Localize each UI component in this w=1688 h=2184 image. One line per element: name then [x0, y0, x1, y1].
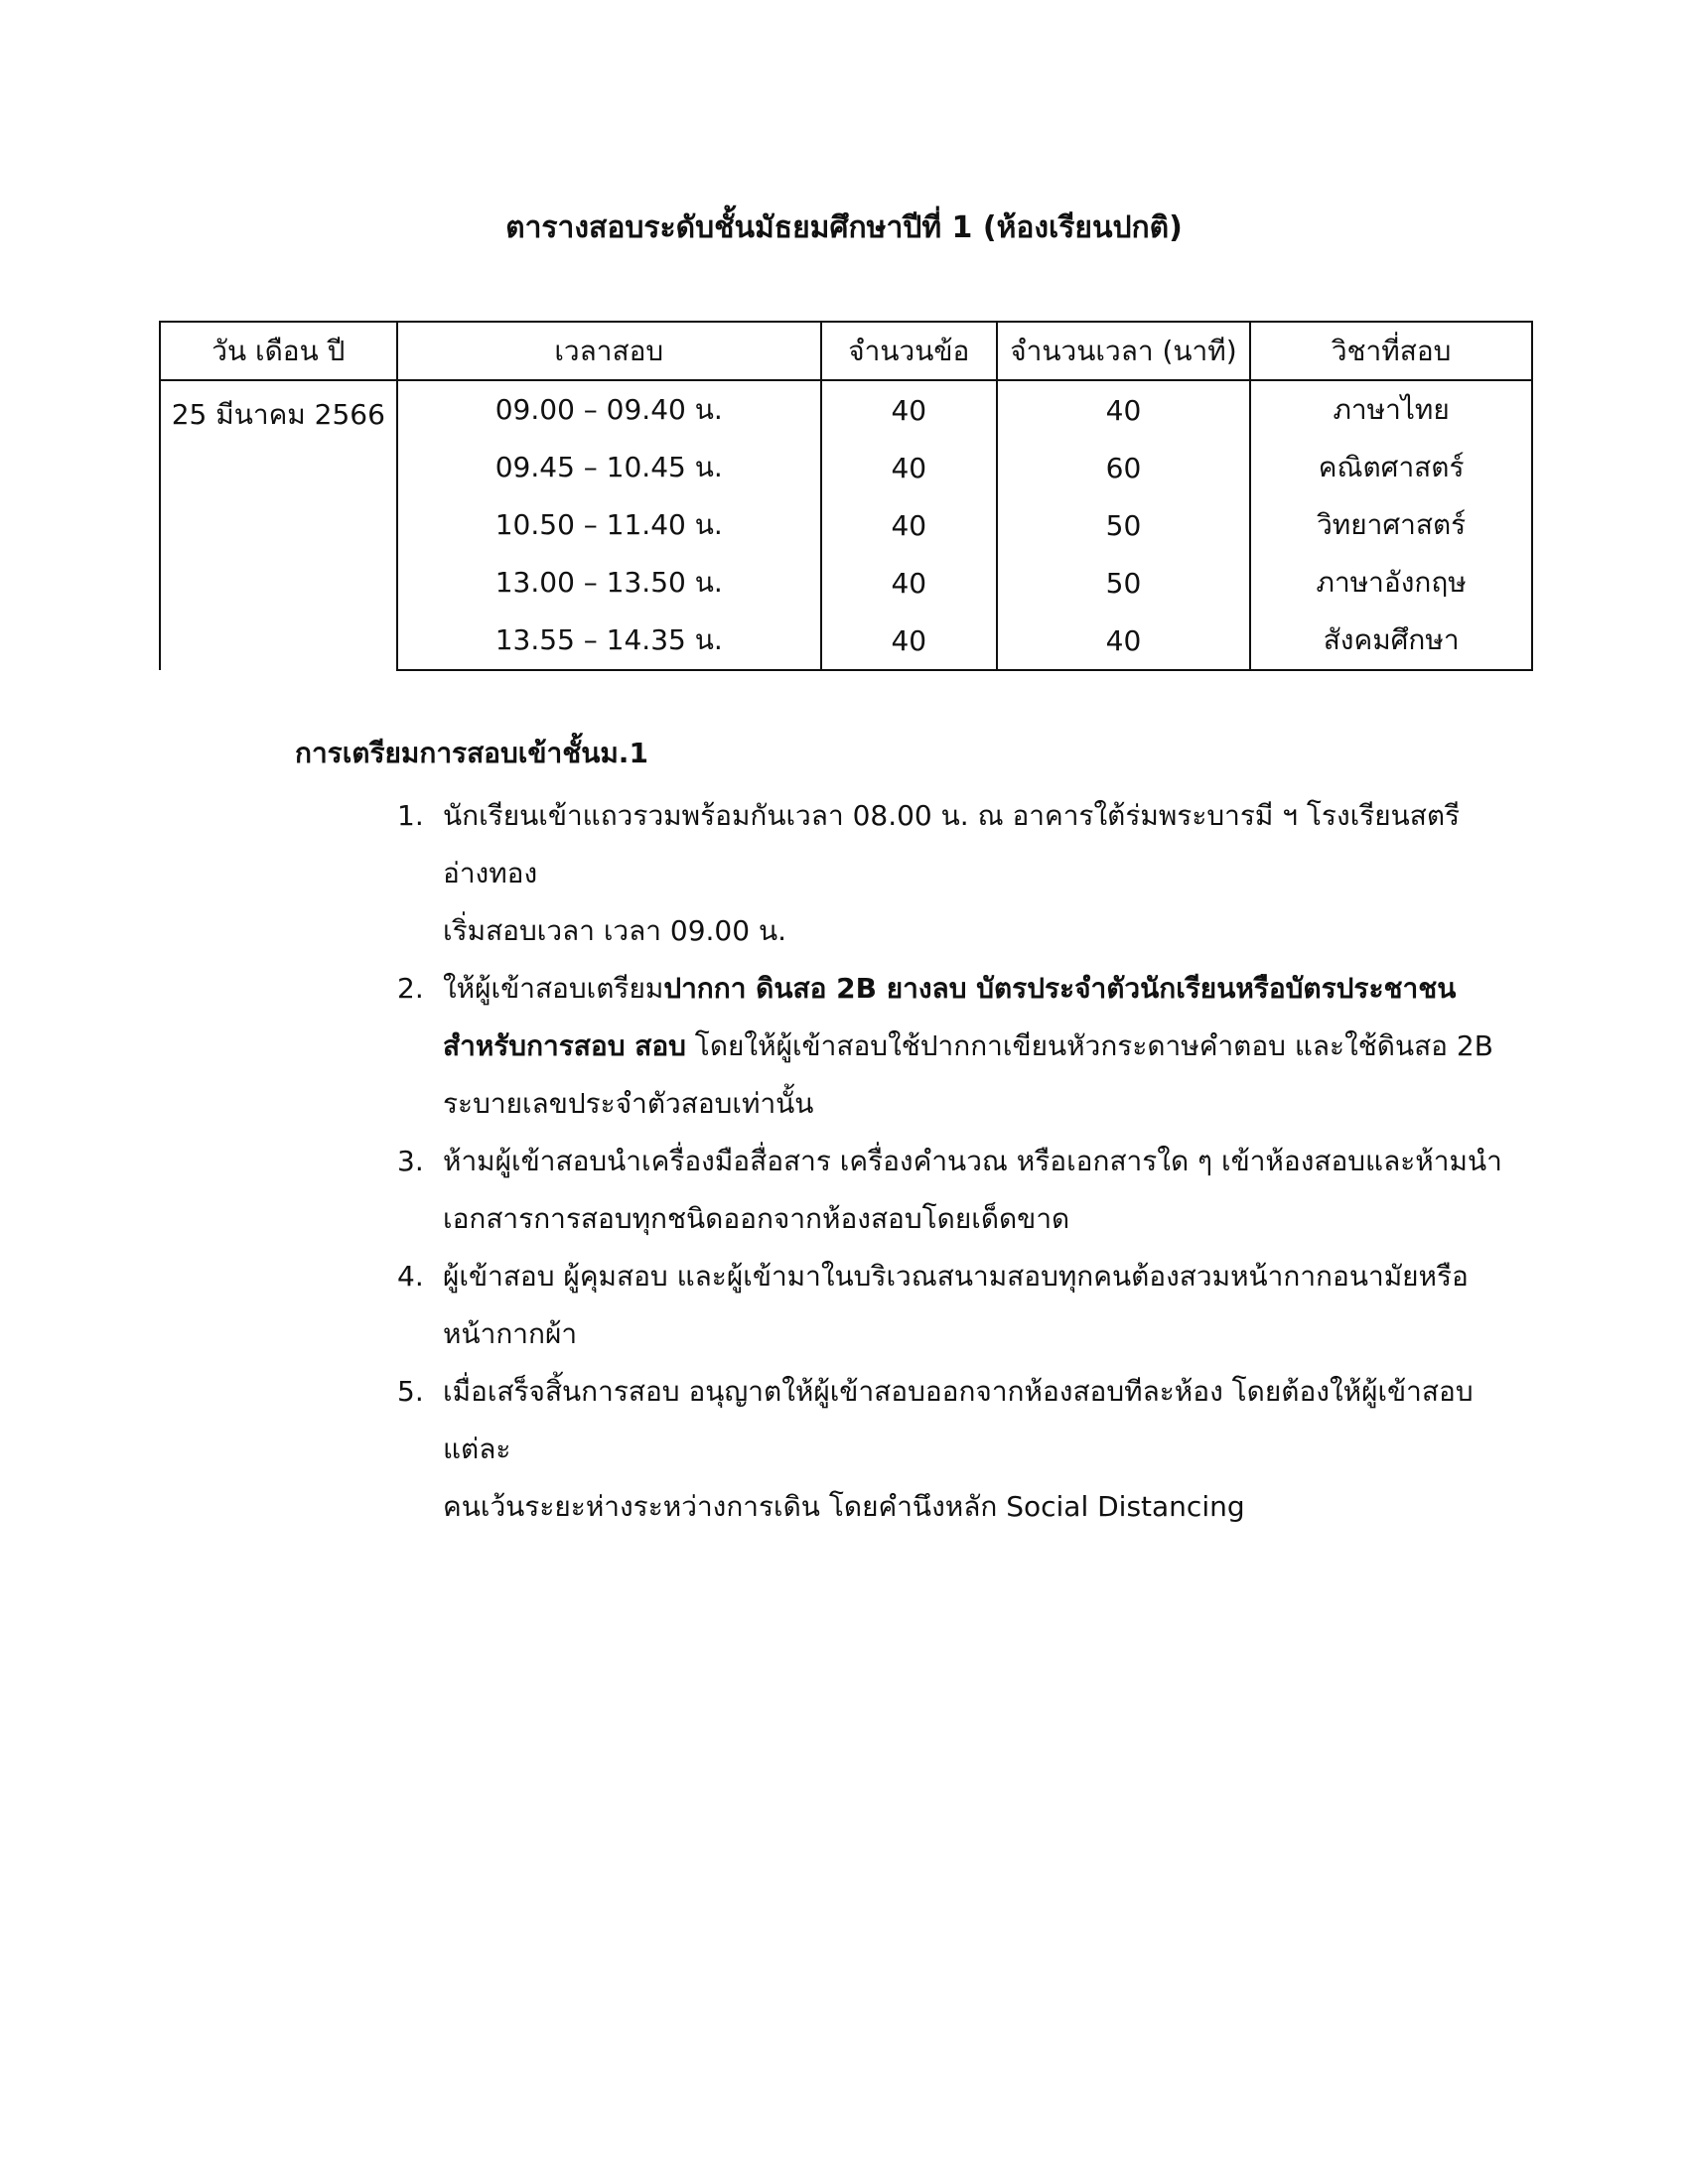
preparation-section: [295, 730, 1536, 1536]
item-text-line: เริ่มสอบเวลา เวลา 09.00 น.: [443, 914, 786, 947]
table-row: [160, 380, 1532, 439]
item-count: 40: [821, 439, 997, 496]
item-count: 40: [821, 380, 997, 439]
subject: วิทยาศาสตร์: [1250, 496, 1532, 554]
item-text-line: เมื่อเสร็จสิ้นการสอบ อนุญาตให้ผู้เข้าสอบออกจากห้องสอบทีละห้อง โดยต้องให้ผู้เข้าสอบแต่ละ: [443, 1375, 1474, 1465]
item-text-line: คนเว้นระยะห่างระหว่างการเดิน โดยคำนึงหลัก Social Distancing: [443, 1490, 1245, 1523]
exam-time: 13.00 – 13.50 น.: [397, 554, 821, 612]
item-text-line: หน้ากากผ้า: [443, 1317, 578, 1350]
list-item: [397, 1363, 1536, 1536]
item-count: 40: [821, 496, 997, 554]
exam-time: 13.55 – 14.35 น.: [397, 612, 821, 670]
item-bold-text: ปากกา ดินสอ 2B ยางลบ บัตรประจำตัวนักเรียนหรือบัตรประชาชน: [663, 972, 1457, 1005]
list-item: [397, 960, 1536, 1133]
header-date: วัน เดือน ปี: [160, 322, 397, 380]
header-minutes: จำนวนเวลา (นาที): [997, 322, 1251, 380]
exam-date: 25 มีนาคม 2566: [160, 380, 397, 670]
exam-schedule-table: [159, 321, 1533, 671]
item-text-line: ให้ผู้เข้าสอบเตรียม: [443, 972, 664, 1005]
header-subject: วิชาที่สอบ: [1250, 322, 1532, 380]
duration-minutes: 50: [997, 554, 1251, 612]
list-item: [397, 1248, 1536, 1363]
item-text-line: นักเรียนเข้าแถวรวมพร้อมกันเวลา 08.00 น. ณ อาคารใต้ร่มพระบารมี ฯ โรงเรียนสตรีอ่างทอง: [443, 799, 1461, 889]
page-title: ตารางสอบระดับชั้นมัธยมศึกษาปีที่ 1 (ห้องเรียนปกติ): [505, 210, 1183, 245]
item-text-line: ห้ามผู้เข้าสอบนำเครื่องมือสื่อสาร เครื่องคำนวณ หรือเอกสารใด ๆ เข้าห้องสอบและห้ามนำ: [443, 1145, 1502, 1177]
duration-minutes: 40: [997, 612, 1251, 670]
table-header-row: [160, 322, 1532, 380]
subject: ภาษาอังกฤษ: [1250, 554, 1532, 612]
subject: สังคมศึกษา: [1250, 612, 1532, 670]
duration-minutes: 50: [997, 496, 1251, 554]
item-text-line: ระบายเลขประจำตัวสอบเท่านั้น: [443, 1087, 814, 1120]
exam-time: 09.45 – 10.45 น.: [397, 439, 821, 496]
preparation-list: [295, 787, 1536, 1536]
item-number: 5.: [397, 1375, 424, 1408]
subject: คณิตศาสตร์: [1250, 439, 1532, 496]
duration-minutes: 60: [997, 439, 1251, 496]
duration-minutes: 40: [997, 380, 1251, 439]
item-bold-text: สำหรับการสอบ สอบ: [443, 1029, 686, 1062]
item-number: 3.: [397, 1145, 424, 1177]
item-text-line: เอกสารการสอบทุกชนิดออกจากห้องสอบโดยเด็ดขาด: [443, 1202, 1070, 1235]
subject: ภาษาไทย: [1250, 380, 1532, 439]
preparation-heading: การเตรียมการสอบเข้าชั้นม.1: [295, 737, 648, 769]
item-count: 40: [821, 612, 997, 670]
list-item: [397, 787, 1536, 960]
header-items: จำนวนข้อ: [821, 322, 997, 380]
item-count: 40: [821, 554, 997, 612]
item-number: 2.: [397, 972, 424, 1005]
item-number: 4.: [397, 1260, 424, 1293]
list-item: [397, 1133, 1536, 1248]
item-text-line: โดยให้ผู้เข้าสอบใช้ปากกาเขียนหัวกระดาษคำตอบ และใช้ดินสอ 2B: [685, 1029, 1493, 1062]
item-text-line: ผู้เข้าสอบ ผู้คุมสอบ และผู้เข้ามาในบริเวณสนามสอบทุกคนต้องสวมหน้ากากอนามัยหรือ: [443, 1260, 1469, 1293]
exam-time: 09.00 – 09.40 น.: [397, 380, 821, 439]
exam-time: 10.50 – 11.40 น.: [397, 496, 821, 554]
header-time: เวลาสอบ: [397, 322, 821, 380]
item-number: 1.: [397, 799, 424, 832]
